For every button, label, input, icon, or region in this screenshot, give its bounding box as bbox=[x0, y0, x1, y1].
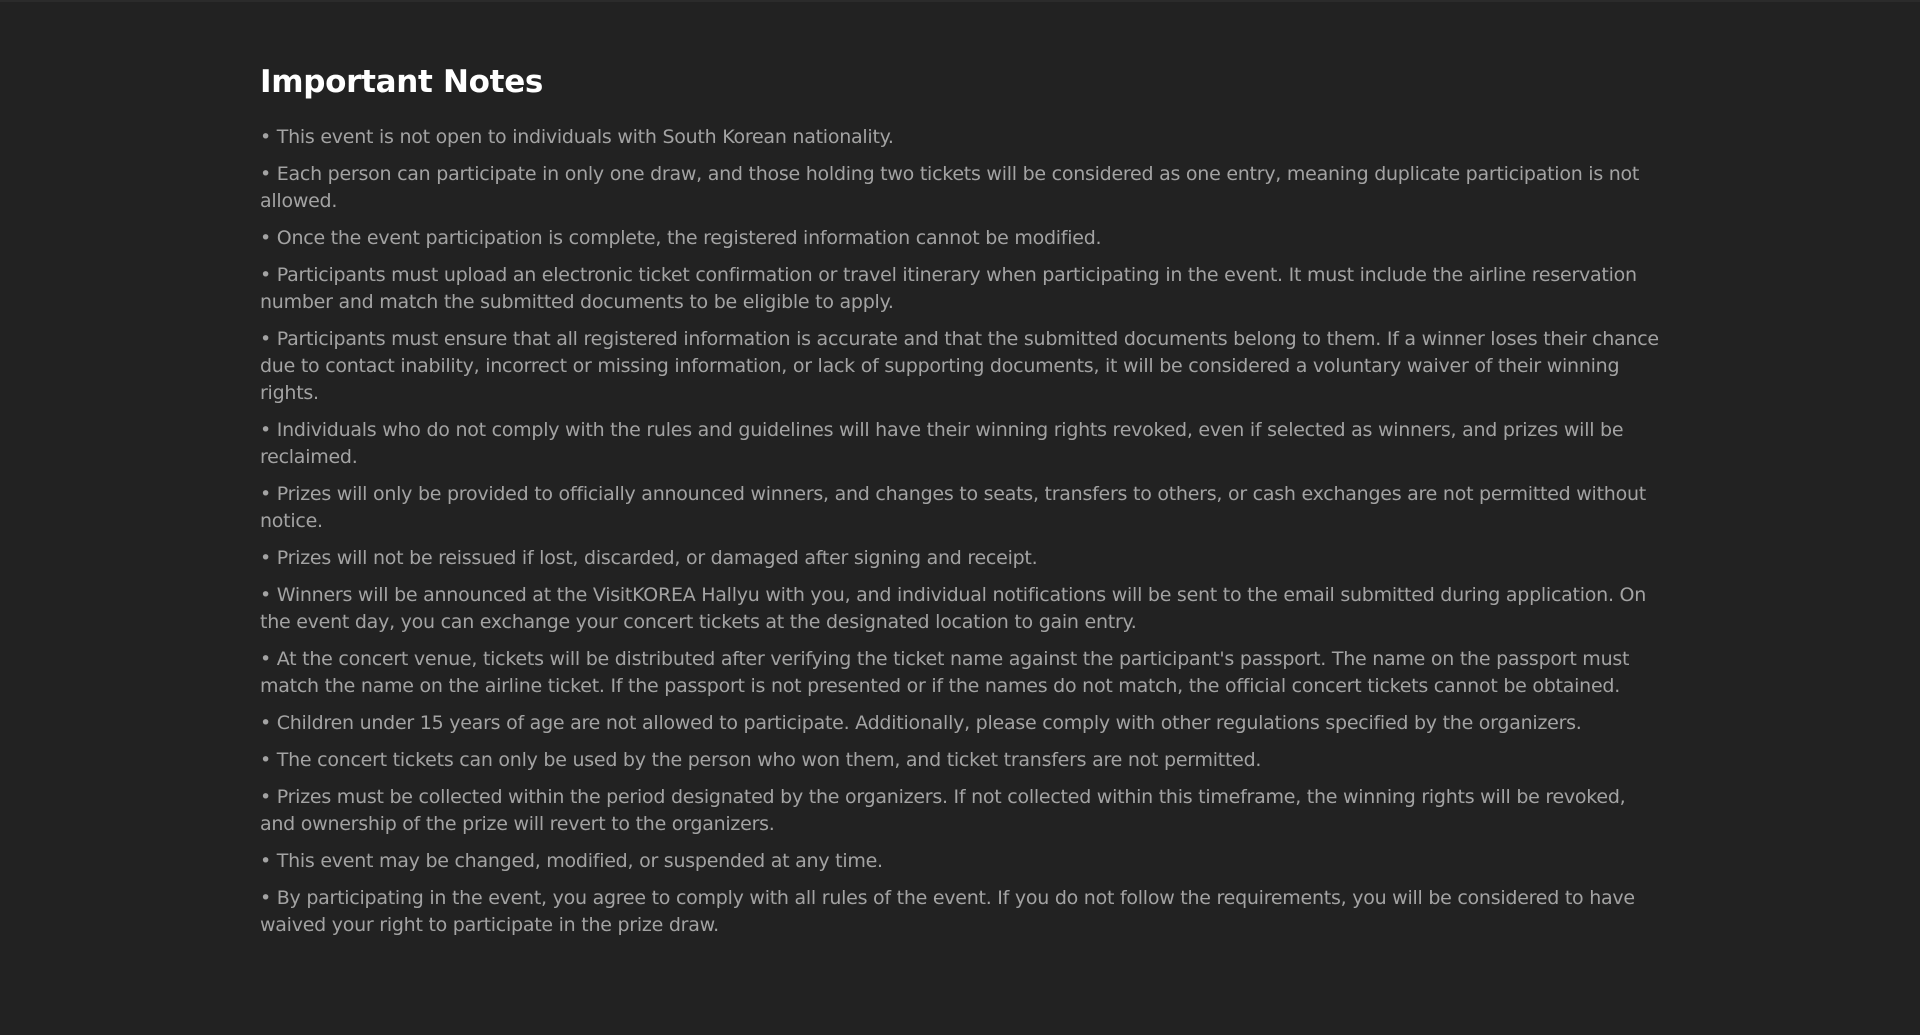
note-item-10: • At the concert venue, tickets will be distributed after verifying the ticket name against the participant's passport. The name on the passport must match the name on the airline ticket. If the passport is not presented or if the names do not match, the official concert tickets cannot be obtained. bbox=[260, 648, 1630, 697]
note-item-1: • This event is not open to individuals with South Korean nationality. bbox=[260, 126, 894, 148]
note-item-8: • Prizes will not be reissued if lost, discarded, or damaged after signing and receipt. bbox=[260, 547, 1038, 569]
note-item-11: • Children under 15 years of age are not allowed to participate. Additionally, please comply with other regulations specified by the organizers. bbox=[260, 712, 1582, 734]
note-item-3: • Once the event participation is complete, the registered information cannot be modified. bbox=[260, 227, 1102, 249]
notes-list bbox=[260, 124, 1660, 939]
note-item-5: • Participants must ensure that all registered information is accurate and that the submitted documents belong to them. If a winner loses their chance due to contact inability, incorrect or missing information, or lack of supporting documents, it will be considered a voluntary waiver of their winning rights. bbox=[260, 328, 1659, 404]
section-title: Important Notes bbox=[260, 64, 544, 100]
note-item-4: • Participants must upload an electronic ticket confirmation or travel itinerary when participating in the event. It must include the airline reservation number and match the submitted documents to be eligible to apply. bbox=[260, 264, 1637, 313]
note-item-15: • By participating in the event, you agree to comply with all rules of the event. If you do not follow the requirements, you will be considered to have waived your right to participate in the prize draw. bbox=[260, 887, 1635, 936]
note-item-9: • Winners will be announced at the VisitKOREA Hallyu with you, and individual notifications will be sent to the email submitted during application. On the event day, you can exchange your concert tickets at the designated location to gain entry. bbox=[260, 584, 1647, 633]
important-notes-section bbox=[260, 60, 1660, 949]
top-divider bbox=[0, 0, 1920, 2]
note-item-6: • Individuals who do not comply with the rules and guidelines will have their winning rights revoked, even if selected as winners, and prizes will be reclaimed. bbox=[260, 419, 1624, 468]
note-item-14: • This event may be changed, modified, or suspended at any time. bbox=[260, 850, 883, 872]
note-item-12: • The concert tickets can only be used by the person who won them, and ticket transfers are not permitted. bbox=[260, 749, 1262, 771]
note-item-7: • Prizes will only be provided to officially announced winners, and changes to seats, transfers to others, or cash exchanges are not permitted without notice. bbox=[260, 483, 1646, 532]
note-item-13: • Prizes must be collected within the period designated by the organizers. If not collected within this timeframe, the winning rights will be revoked, and ownership of the prize will revert to the organizers. bbox=[260, 786, 1626, 835]
note-item-2: • Each person can participate in only one draw, and those holding two tickets will be considered as one entry, meaning duplicate participation is not allowed. bbox=[260, 163, 1640, 212]
